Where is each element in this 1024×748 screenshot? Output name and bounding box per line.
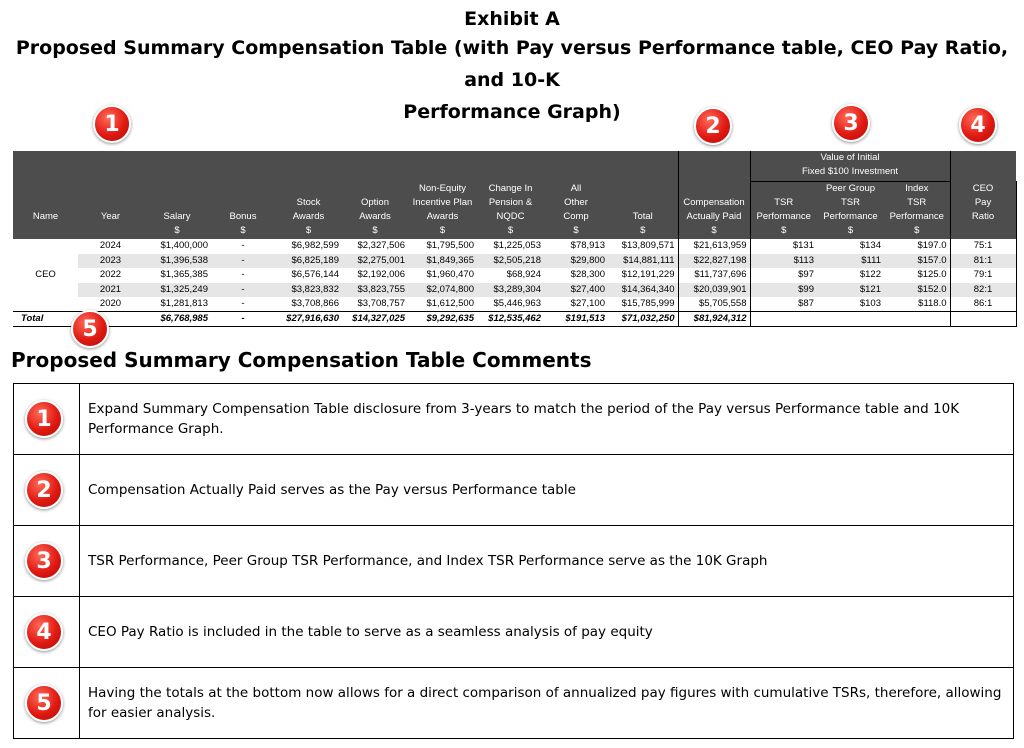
table-cell: $27,400 [544,283,608,298]
column-header [884,181,950,239]
exhibit-label: Exhibit A [464,8,560,30]
column-header-label: Pension & [488,197,533,208]
comment-row [14,597,1014,668]
column-header [275,181,342,239]
column-header [477,181,544,239]
column-header-label: All [570,183,582,194]
badge-4-icon: 4 [25,613,63,651]
table-cell: $131 [750,239,817,254]
column-header-label: Awards [292,211,325,222]
table-cell: $1,849,365 [408,254,477,269]
column-unit: $ [372,225,378,236]
table-cell: $103 [859,298,881,309]
column-header-label: Option [361,197,389,208]
column-unit: $ [305,225,312,236]
table-cell: $1,396,538 [143,254,211,269]
comment-row [14,526,1014,597]
comment-text: Compensation Actually Paid serves as the Pay versus Performance table [80,455,1014,526]
group-header-line: Fixed $100 Investment [801,166,899,178]
column-header-label: Actually Paid [686,211,742,222]
table-cell: 81:1 [950,254,1016,269]
comment-row [14,668,1014,739]
column-header-label: Performance [823,211,878,222]
table-row [13,297,1016,312]
column-header [408,181,477,239]
table-cell: $28,300 [570,269,605,281]
header-spacer [13,151,678,181]
total-label: Total [13,312,78,327]
table-cell: 86:1 [950,297,1016,312]
column-header [143,181,211,239]
table-cell: - [211,254,275,269]
table-cell: $29,800 [544,254,608,269]
column-unit [79,224,142,238]
table-cell: 79:1 [950,268,1016,283]
table-cell: 2024 [99,240,122,252]
comment-text: Expand Summary Compensation Table disclosure from 3-years to match the period of the Pay versus Performance table and 10K Performance Graph. [80,384,1014,455]
column-unit: $ [240,225,246,236]
table-cell: $3,708,866 [291,298,339,309]
badge-2-icon: 2 [694,107,732,145]
comment-text: TSR Performance, Peer Group TSR Performance, and Index TSR Performance serve as the 10K Graph [80,526,1014,597]
table-cell: $1,612,500 [426,298,474,309]
table-cell: - [211,283,275,298]
comment-icon-cell [14,668,80,739]
table-cell: $78,913 [570,240,605,252]
table-cell: $2,074,800 [408,283,477,298]
summary-compensation-table [13,151,1017,327]
table-cell: $3,823,755 [342,283,408,298]
column-header-label: Peer Group [825,183,876,194]
table-cell: $1,400,000 [160,240,208,252]
table-cell: 82:1 [950,283,1016,298]
column-unit: $ [711,225,717,236]
table-cell: $14,364,340 [608,283,678,298]
table-cell: $87 [750,297,817,312]
column-header-label: Ratio [971,211,995,222]
table-row [13,268,1016,283]
total-cell: $27,916,630 [275,312,342,327]
table-cell: $99 [750,283,817,298]
table-cell: $121 [817,283,884,298]
table-cell: $14,881,111 [608,254,678,269]
column-unit: $ [847,225,854,236]
table-cell: $1,225,053 [493,240,541,252]
total-cell: $6,768,985 [143,312,211,327]
comments-table [13,383,1014,739]
column-header-label: NQDC [496,211,525,222]
tsr-group-header [750,151,950,181]
table-cell: $1,795,500 [426,240,474,252]
badge-1-icon: 1 [25,400,63,438]
table-cell: 2022 [99,269,122,281]
table-cell: $122 [859,269,881,281]
table-cell: $2,275,001 [342,254,408,269]
column-header [78,181,143,239]
column-header-label: Pay [974,197,992,208]
table-cell: $1,365,385 [160,269,208,281]
badge-3-icon: 3 [832,104,870,142]
table-cell: $5,705,558 [678,297,750,312]
column-header [950,181,1016,239]
badge-4-icon: 4 [959,106,997,144]
comment-row [14,384,1014,455]
total-cell: $9,292,635 [408,312,477,327]
table-row [13,254,1016,269]
badge-5-icon: 5 [71,310,109,348]
table-cell: $1,960,470 [426,269,474,281]
column-unit: $ [439,225,446,236]
table-cell: $197.0 [884,239,950,254]
table-cell: 2021 [78,283,143,298]
table-cell: 2023 [78,254,143,269]
column-header-label: Stock [296,197,321,208]
table-cell: $134 [859,240,881,252]
column-header-label: Performance [889,211,944,222]
row-name-cell: CEO [13,239,78,312]
table-cell: $6,982,599 [291,240,339,252]
column-header-label: TSR [841,197,860,208]
column-header-label: Comp [563,211,589,222]
column-header [750,181,817,239]
header-spacer [950,151,1016,181]
column-header [608,181,678,239]
badge-2-icon: 2 [25,471,63,509]
column-header-label: Year [100,211,121,222]
comments-section-title: Proposed Summary Compensation Table Comments [11,348,592,372]
comment-icon-cell [14,526,80,597]
table-cell: $20,039,901 [678,283,750,298]
page-title-line-2: Performance Graph) [403,101,621,123]
table-cell: 2020 [99,298,122,309]
column-header-label: Awards [359,211,391,222]
column-header [817,181,884,239]
table-cell: - [241,240,245,252]
column-header-label: Incentive Plan [412,197,473,208]
column-header-label: Salary [163,211,191,222]
column-unit: $ [174,225,180,236]
table-cell: $6,825,189 [275,254,342,269]
table-cell: $97 [750,268,817,283]
table-cell: $2,192,006 [357,269,405,281]
table-cell: $12,191,229 [621,269,675,281]
exhibit-title-block [0,6,1024,128]
table-cell: 75:1 [950,239,1016,254]
badge-5-icon: 5 [25,684,63,722]
column-header [678,181,750,239]
table-cell: $152.0 [884,283,950,298]
header-spacer [678,151,750,181]
column-unit [952,224,1015,238]
table-cell: $21,613,959 [678,239,750,254]
table-cell: $111 [817,254,884,269]
table-cell: $11,737,696 [678,268,750,283]
comment-icon-cell [14,455,80,526]
column-header-label: TSR [907,197,927,208]
table-cell: $13,809,571 [621,240,675,252]
column-header-label: CEO [972,183,994,194]
column-header [13,181,78,239]
group-header-line: Value of Initial [820,152,880,164]
column-header-label: Compensation [683,197,745,208]
table-cell: $68,924 [506,269,541,281]
column-header [342,181,408,239]
total-cell: $81,924,312 [678,312,750,327]
table-row [13,239,1016,254]
table-cell: $2,327,506 [357,240,405,252]
total-cell: $71,032,250 [608,312,678,327]
table-cell: $1,281,813 [160,298,208,309]
table-cell: - [241,269,245,281]
column-header [211,181,275,239]
column-header-label: Other [564,197,588,208]
column-header-label: Total [632,211,653,222]
table-row [13,283,1016,298]
total-empty-cell [950,312,1016,327]
badge-1-icon: 1 [93,105,131,143]
table-cell: $27,100 [570,298,605,309]
column-header-label: Awards [426,211,459,222]
comment-text: CEO Pay Ratio is included in the table to serve as a seamless analysis of pay equity [80,597,1014,668]
table-cell: $3,823,832 [275,283,342,298]
table-cell: $125.0 [884,268,950,283]
total-cell: $12,535,462 [477,312,544,327]
column-header-label: Index [905,183,929,194]
comment-icon-cell [14,384,80,455]
total-cell: $14,327,025 [342,312,408,327]
table-cell: $157.0 [884,254,950,269]
column-header-label: Bonus [229,211,257,222]
table-total-row [13,312,1016,327]
total-cell: - [211,312,275,327]
comment-row [14,455,1014,526]
column-unit: $ [914,225,920,236]
badge-3-icon: 3 [25,542,63,580]
column-header-label: Non-Equity [419,183,466,194]
comment-text: Having the totals at the bottom now allows for a direct comparison of annualized pay figures with cumulative TSRs, therefore, allowing for easier analysis. [80,668,1014,739]
table-cell: $118.0 [884,297,950,312]
table-cell: $2,505,218 [477,254,544,269]
column-unit [14,224,77,238]
column-unit: $ [507,225,514,236]
column-unit: $ [640,225,646,236]
column-header-label: Name [32,211,59,222]
table-cell: $3,289,304 [477,283,544,298]
table-header-row-group [13,151,1016,181]
table-cell: $15,785,999 [621,298,675,309]
column-unit: $ [781,225,787,236]
comment-icon-cell [14,597,80,668]
column-header-label: Performance [756,211,811,222]
table-cell: $1,325,249 [143,283,211,298]
page-title-line-1: Proposed Summary Compensation Table (with Pay versus Performance table, CEO Pay Ratio, and 10-K [15,37,1009,91]
column-header [544,181,608,239]
table-cell: $3,708,757 [357,298,405,309]
column-header-label: TSR [774,197,794,208]
table-cell: $6,576,144 [291,269,339,281]
table-cell: - [241,298,245,309]
column-header-label: Change In [488,183,533,194]
table-cell: $5,446,963 [493,298,541,309]
total-empty-cell [750,312,950,327]
table-cell: $22,827,198 [678,254,750,269]
table-cell: $113 [750,254,817,269]
column-unit: $ [573,225,579,236]
table-header-row [13,181,1016,239]
total-cell: $191,513 [544,312,608,327]
